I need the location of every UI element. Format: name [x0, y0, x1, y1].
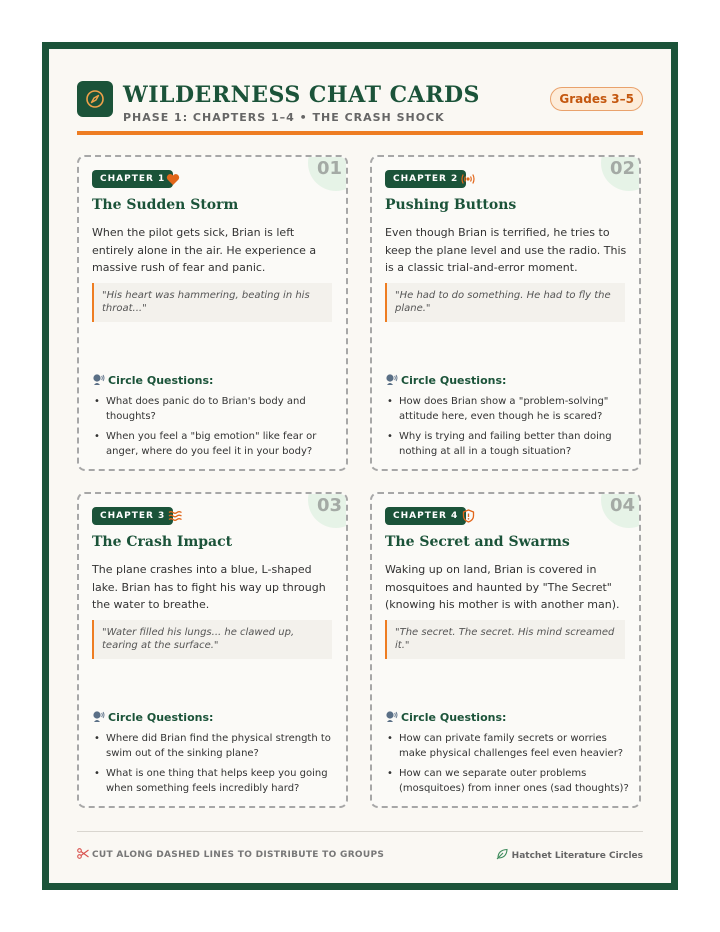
circle-questions-label: Circle Questions: — [385, 373, 506, 388]
question-list — [92, 731, 340, 801]
question-list — [385, 394, 633, 464]
heart-icon — [165, 171, 181, 187]
radio-signal-icon — [460, 171, 476, 187]
question-item: • How can we separate outer problems (mosquitoes) from inner ones (sad thoughts)? — [385, 766, 633, 796]
speaking-head-icon — [385, 710, 398, 725]
card-quote: "The secret. The secret. His mind screamed it." — [385, 620, 625, 659]
card-quote: "His heart was hammering, beating in his throat..." — [92, 283, 332, 322]
header-divider — [77, 131, 643, 135]
circle-questions-label: Circle Questions: — [92, 710, 213, 725]
question-item: • Where did Brian find the physical strength to swim out of the sinking plane? — [92, 731, 340, 761]
page-header — [77, 79, 643, 137]
worksheet-page — [42, 42, 678, 890]
chapter-card-1 — [77, 155, 348, 471]
water-waves-icon — [167, 508, 183, 524]
chapter-chip: CHAPTER 3 — [92, 507, 173, 525]
speaking-head-icon — [92, 373, 105, 388]
question-list — [385, 731, 633, 801]
question-item: • How can private family secrets or worries make physical challenges feel even heavier? — [385, 731, 633, 761]
footer-divider — [77, 831, 643, 832]
chapter-card-3 — [77, 492, 348, 808]
question-item: • Why is trying and failing better than doing nothing at all in a tough situation? — [385, 429, 633, 459]
shield-alert-icon — [460, 508, 476, 524]
question-item: • How does Brian show a "problem-solving" attitude here, even though he is scared? — [385, 394, 633, 424]
card-number: 04 — [609, 495, 635, 516]
scissors-icon — [77, 848, 89, 862]
card-summary: The plane crashes into a blue, L-shaped lake. Brian has to fight his way up through the water to breathe. — [92, 563, 326, 611]
circle-questions-label: Circle Questions: — [92, 373, 213, 388]
card-title: The Secret and Swarms — [385, 534, 570, 550]
card-title: The Crash Impact — [92, 534, 233, 550]
circle-questions-label: Circle Questions: — [385, 710, 506, 725]
series-credit: Hatchet Literature Circles — [496, 848, 643, 863]
chapter-chip: CHAPTER 1 — [92, 170, 173, 188]
grade-badge: Grades 3–5 — [550, 87, 643, 111]
question-list — [92, 394, 340, 464]
card-summary: Even though Brian is terrified, he tries to keep the plane level and use the radio. This is a classic trial-and-error moment. — [385, 226, 627, 274]
chapter-chip: CHAPTER 4 — [385, 507, 466, 525]
card-title: The Sudden Storm — [92, 197, 239, 213]
card-quote: "Water filled his lungs... he clawed up, tearing at the surface." — [92, 620, 332, 659]
card-number: 02 — [609, 158, 635, 179]
card-summary: Waking up on land, Brian is covered in mosquitoes and haunted by "The Secret" (knowing his mother is with another man). — [385, 563, 620, 611]
card-title: Pushing Buttons — [385, 197, 517, 213]
leaf-icon — [496, 848, 508, 863]
page-title: WILDERNESS CHAT CARDS — [123, 82, 480, 108]
question-item: • When you feel a "big emotion" like fear or anger, where do you feel it in your body? — [92, 429, 340, 459]
card-number: 03 — [316, 495, 342, 516]
page-subtitle: PHASE 1: CHAPTERS 1–4 • THE CRASH SHOCK — [123, 111, 445, 124]
speaking-head-icon — [92, 710, 105, 725]
chapter-chip: CHAPTER 2 — [385, 170, 466, 188]
cut-instruction: CUT ALONG DASHED LINES TO DISTRIBUTE TO GROUPS — [77, 848, 384, 862]
question-item: • What does panic do to Brian's body and thoughts? — [92, 394, 340, 424]
card-summary: When the pilot gets sick, Brian is left entirely alone in the air. He experience a massive rush of fear and panic. — [92, 226, 317, 274]
question-item: • What is one thing that helps keep you going when something feels incredibly hard? — [92, 766, 340, 796]
speaking-head-icon — [385, 373, 398, 388]
chapter-card-4 — [370, 492, 641, 808]
compass-icon — [77, 81, 113, 117]
chapter-card-2 — [370, 155, 641, 471]
card-number: 01 — [316, 158, 342, 179]
card-quote: "He had to do something. He had to fly the plane." — [385, 283, 625, 322]
